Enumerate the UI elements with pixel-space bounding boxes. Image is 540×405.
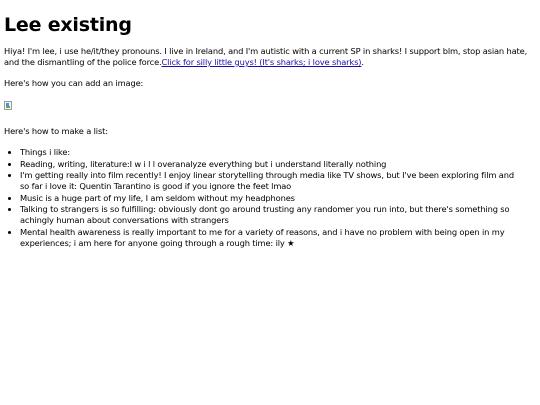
broken-image-icon: [4, 101, 12, 110]
list-heading: Here's how to make a list:: [4, 126, 108, 136]
list-item: • I'm getting really into film recently! I enjoy linear storytelling through media like TV shows, but I've been exploring film and so far i love it: Quentin Tarantino is good if you ignore the feet lmao: [20, 170, 536, 192]
likes-list: [4, 147, 536, 249]
list-item: • Reading, writing, literature:I w i l l overanalyze everything but i understand literally nothing: [20, 159, 536, 170]
list-item: • Music is a huge part of my life, I am seldom without my headphones: [20, 193, 536, 204]
sharks-link[interactable]: Click for silly little guys! (It's sharks; i love sharks): [161, 57, 362, 67]
intro-trailing-period: .: [361, 57, 364, 67]
image-heading: Here's how you can add an image:: [4, 78, 144, 88]
list-item: • Things i like:: [20, 147, 536, 158]
page-title: Lee existing: [4, 14, 132, 36]
intro-paragraph: [4, 46, 536, 68]
intro-text: Hiya! I'm lee, i use he/it/they pronouns. I live in Ireland, and I'm autistic with a current SP in sharks! I support blm, stop asian hate, and the dismantling of the police force.: [4, 46, 528, 67]
list-item: • Talking to strangers is so fulfilling: obviously dont go around trusting any randomer you run into, but there's something so achingly human about conversations with strangers: [20, 204, 536, 226]
list-item: • Mental health awareness is really important to me for a variety of reasons, and i have no problem with being open in my experiences; i am here for anyone going through a rough time: ily ★: [20, 227, 536, 249]
